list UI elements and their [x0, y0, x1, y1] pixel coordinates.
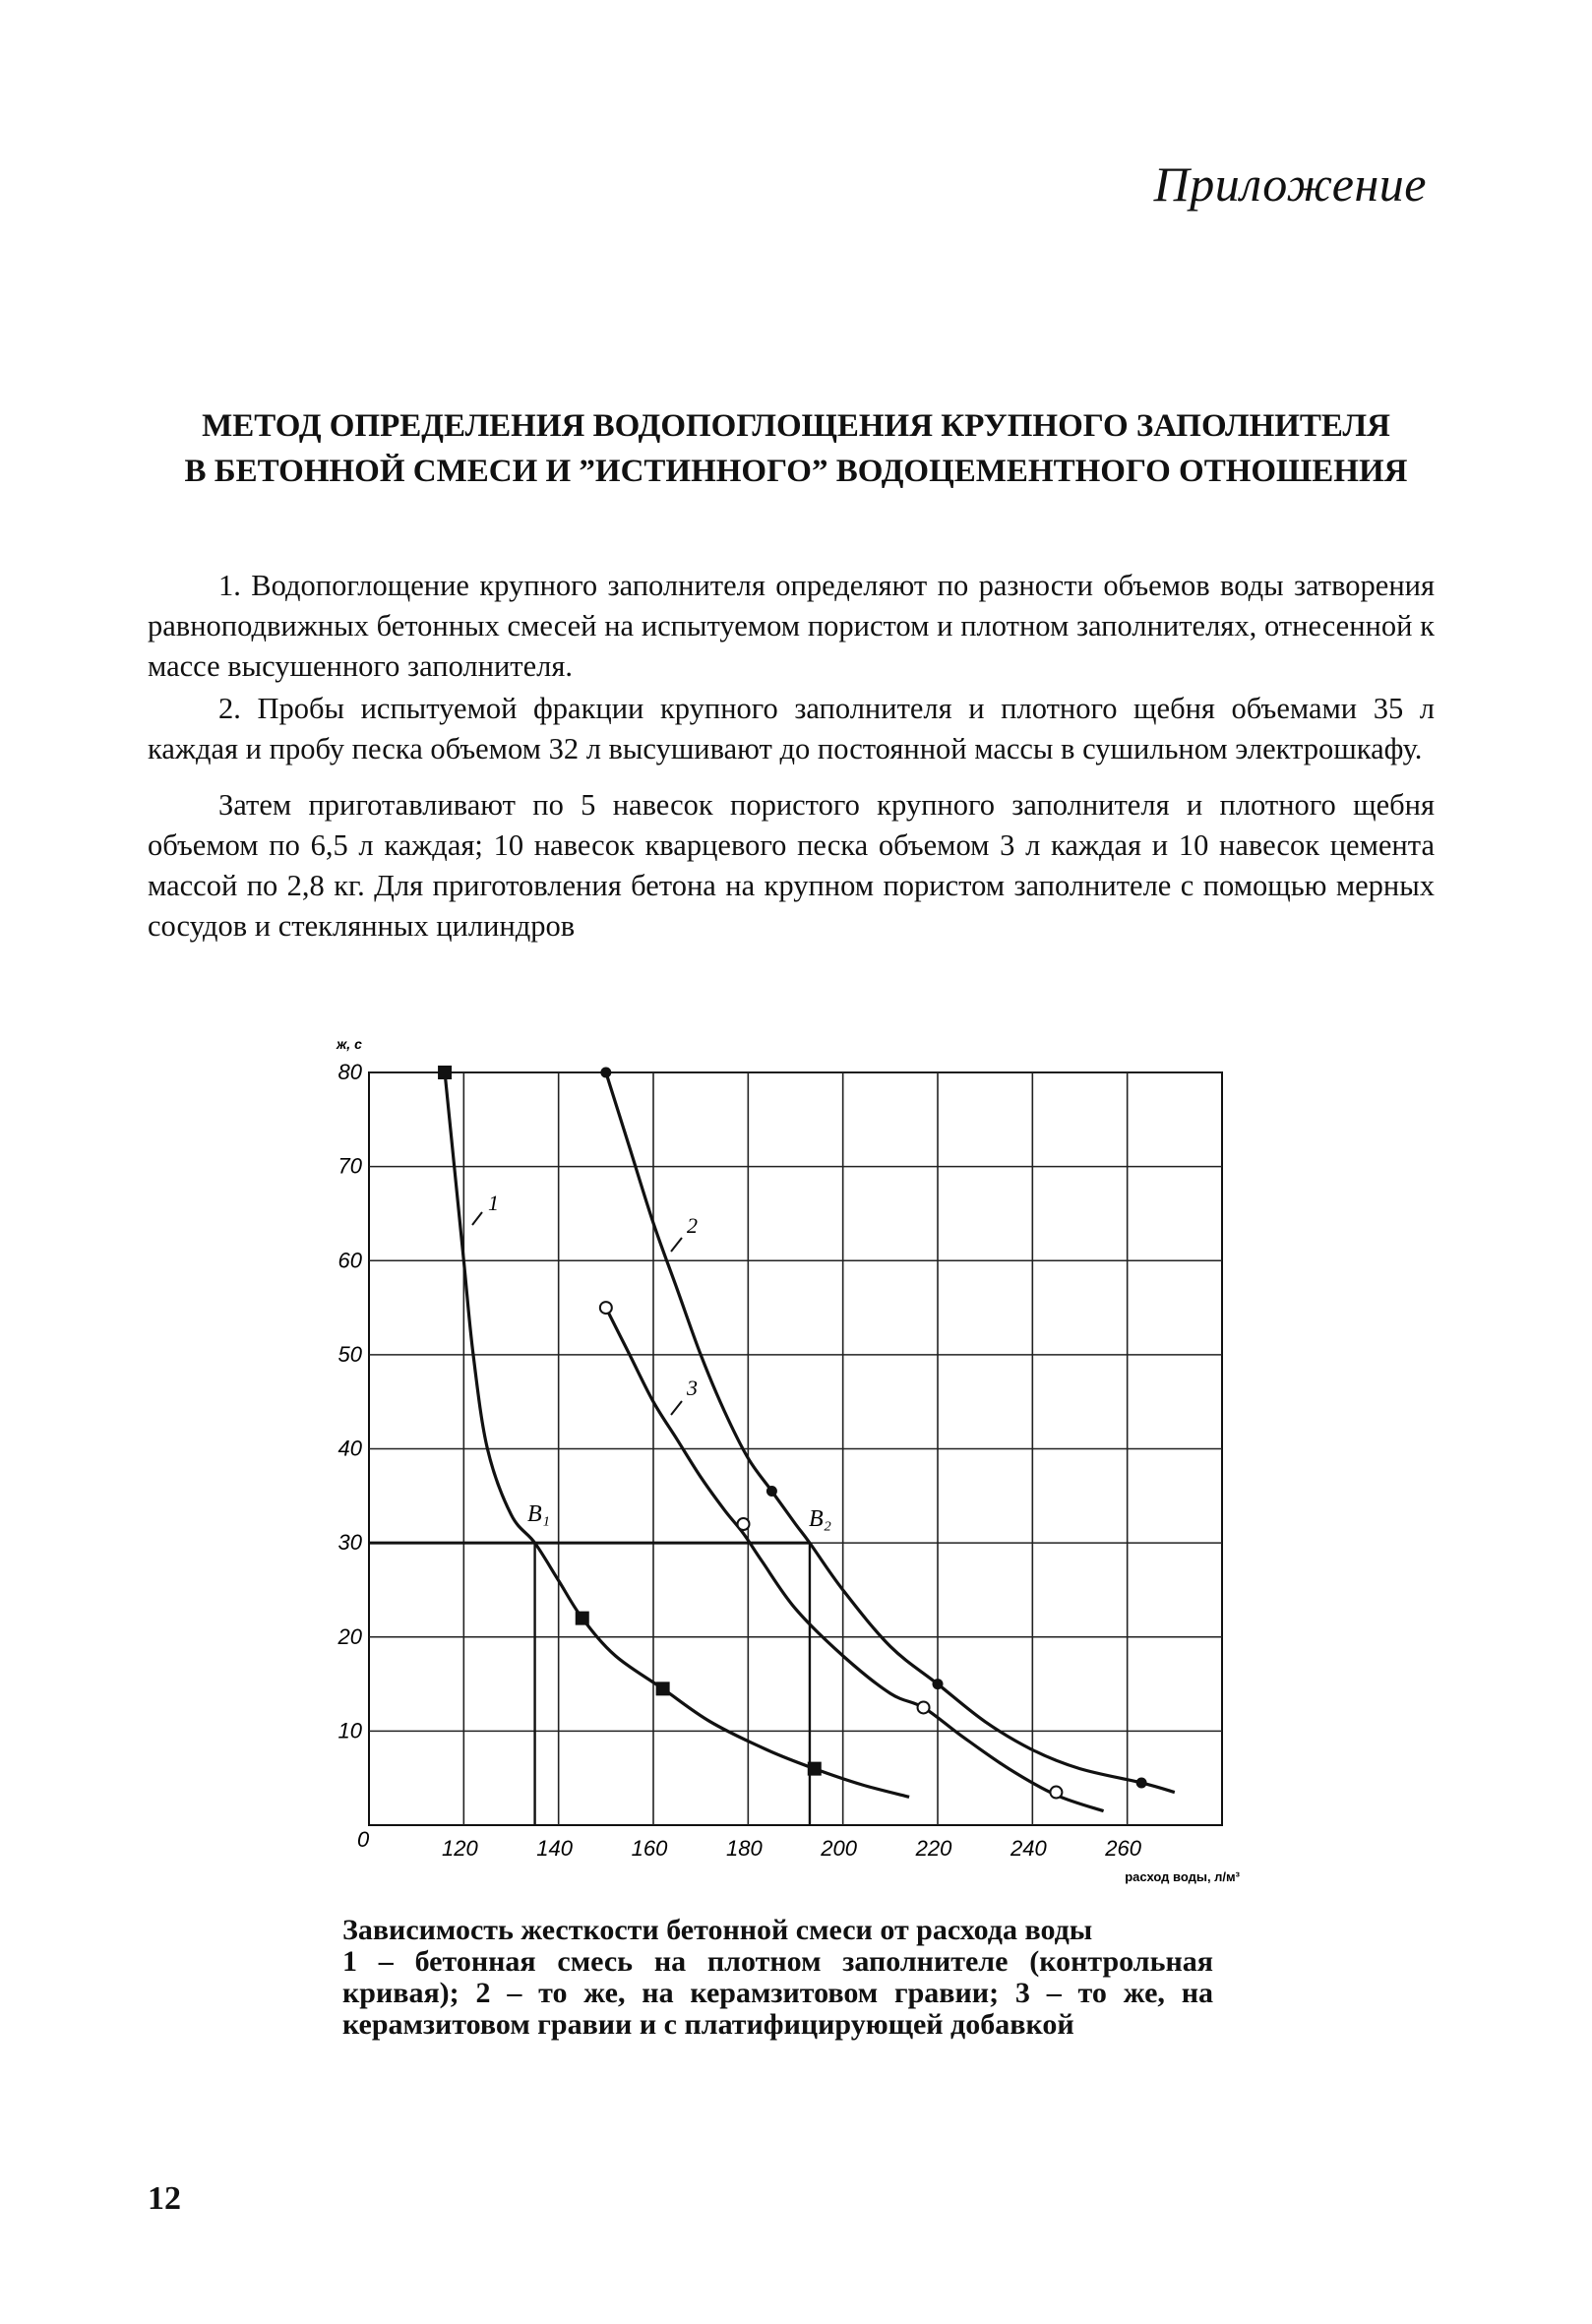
x-tick-label: 220 — [915, 1836, 952, 1861]
y-tick-label: 10 — [337, 1718, 362, 1743]
caption-text: 1 – бетонная смесь на плотном заполнителе (контрольная кривая); 2 – то же, на керамзитовом гравии; 3 – то же, на керамзитовом гравии и с платифицирующей добавкой — [342, 1945, 1213, 2041]
series-2-point — [600, 1068, 611, 1078]
x-tick-label: 180 — [725, 1836, 763, 1861]
caption-title: Зависимость жесткости бетонной смеси от расхода воды — [342, 1914, 1093, 1946]
x-tick-label: 240 — [1010, 1836, 1047, 1861]
series-2-point — [1136, 1777, 1147, 1788]
paragraph-1: 1. Водопоглощение крупного заполнителя определяют по разности объемов воды затворения равноподвижных бетонных смесей на испытуемом пористом и плотном заполнителях, отнесенной к массе высушенного заполнителя. — [148, 569, 1435, 683]
y-tick-label: 30 — [337, 1530, 362, 1556]
series-2-line — [606, 1072, 1175, 1793]
series-1-point — [576, 1612, 589, 1625]
y-tick-label: 80 — [337, 1060, 362, 1084]
series-label-leader-1 — [472, 1212, 482, 1225]
series-3-point — [738, 1518, 750, 1530]
series-3-point — [1050, 1787, 1062, 1799]
reference-level-30 — [369, 1543, 810, 1825]
series-label-leader-3 — [671, 1401, 682, 1415]
series-3-label: 3 — [687, 1376, 698, 1400]
y-tick-label: 20 — [337, 1623, 362, 1649]
x-axis-label: расход воды, л/м³ — [1125, 1869, 1240, 1884]
series-label-leader-2 — [671, 1238, 682, 1252]
paragraph-2: 2. Пробы испытуемой фракции крупного заполнителя и плотного щебня объемами 35 л каждая и пробу песка объемом 32 л высушивают до постоянной массы в сушильном электрошкафу. — [148, 692, 1435, 765]
body-text — [148, 566, 1435, 962]
series-3-point — [918, 1701, 930, 1713]
paragraph-3: Затем приготавливают по 5 навесок пористого крупного заполнителя и плотного щебня объемом по 6,5 л каждая; 10 навесок кварцевого песка объемом 3 л каждая и 10 навесок цемента массой по 2,8 кг. Для приготовления бетона на крупном пористом заполнителе с помощью мерных сосудов и стеклянных цилиндров — [148, 788, 1435, 943]
x-tick-label: 260 — [1105, 1836, 1142, 1861]
series-2-point — [933, 1679, 944, 1689]
series-2-point — [766, 1486, 777, 1497]
series-1-line — [445, 1072, 909, 1797]
x-tick-label: 120 — [441, 1836, 478, 1861]
label-b2: В₂ — [809, 1506, 832, 1532]
chart-grid — [369, 1072, 1222, 1825]
label-b1: В₁ — [527, 1501, 551, 1527]
stiffness-chart — [315, 1023, 1250, 1899]
chart-series — [438, 1066, 1175, 1811]
x-tick-label: 140 — [536, 1836, 574, 1861]
series-1-label: 1 — [488, 1191, 499, 1215]
series-3-point — [600, 1302, 612, 1314]
y-axis-label: ж, с — [337, 1036, 362, 1052]
y-tick-label: 40 — [337, 1436, 362, 1461]
y-tick-label: 50 — [337, 1341, 362, 1367]
y-tick-label: 60 — [337, 1248, 362, 1273]
heading-line-1: МЕТОД ОПРЕДЕЛЕНИЯ ВОДОПОГЛОЩЕНИЯ КРУПНОГО ЗАПОЛНИТЕЛЯ — [202, 408, 1390, 444]
series-1-point — [656, 1682, 670, 1695]
y-tick-label: 70 — [337, 1153, 362, 1179]
page-number: 12 — [148, 2180, 181, 2217]
figure-caption — [342, 1915, 1213, 2041]
x-tick-label: 200 — [821, 1836, 858, 1861]
heading-line-2: В БЕТОННОЙ СМЕСИ И ”ИСТИННОГО” ВОДОЦЕМЕНТНОГО ОТНОШЕНИЯ — [184, 454, 1408, 489]
section-heading — [148, 403, 1444, 494]
series-1-point — [438, 1066, 452, 1079]
y-tick-label-zero: 0 — [357, 1827, 370, 1852]
series-2-label: 2 — [687, 1213, 698, 1238]
series-3-line — [606, 1308, 1104, 1811]
appendix-label: Приложение — [1153, 156, 1427, 212]
x-tick-label: 160 — [631, 1836, 668, 1861]
series-1-point — [808, 1762, 822, 1776]
